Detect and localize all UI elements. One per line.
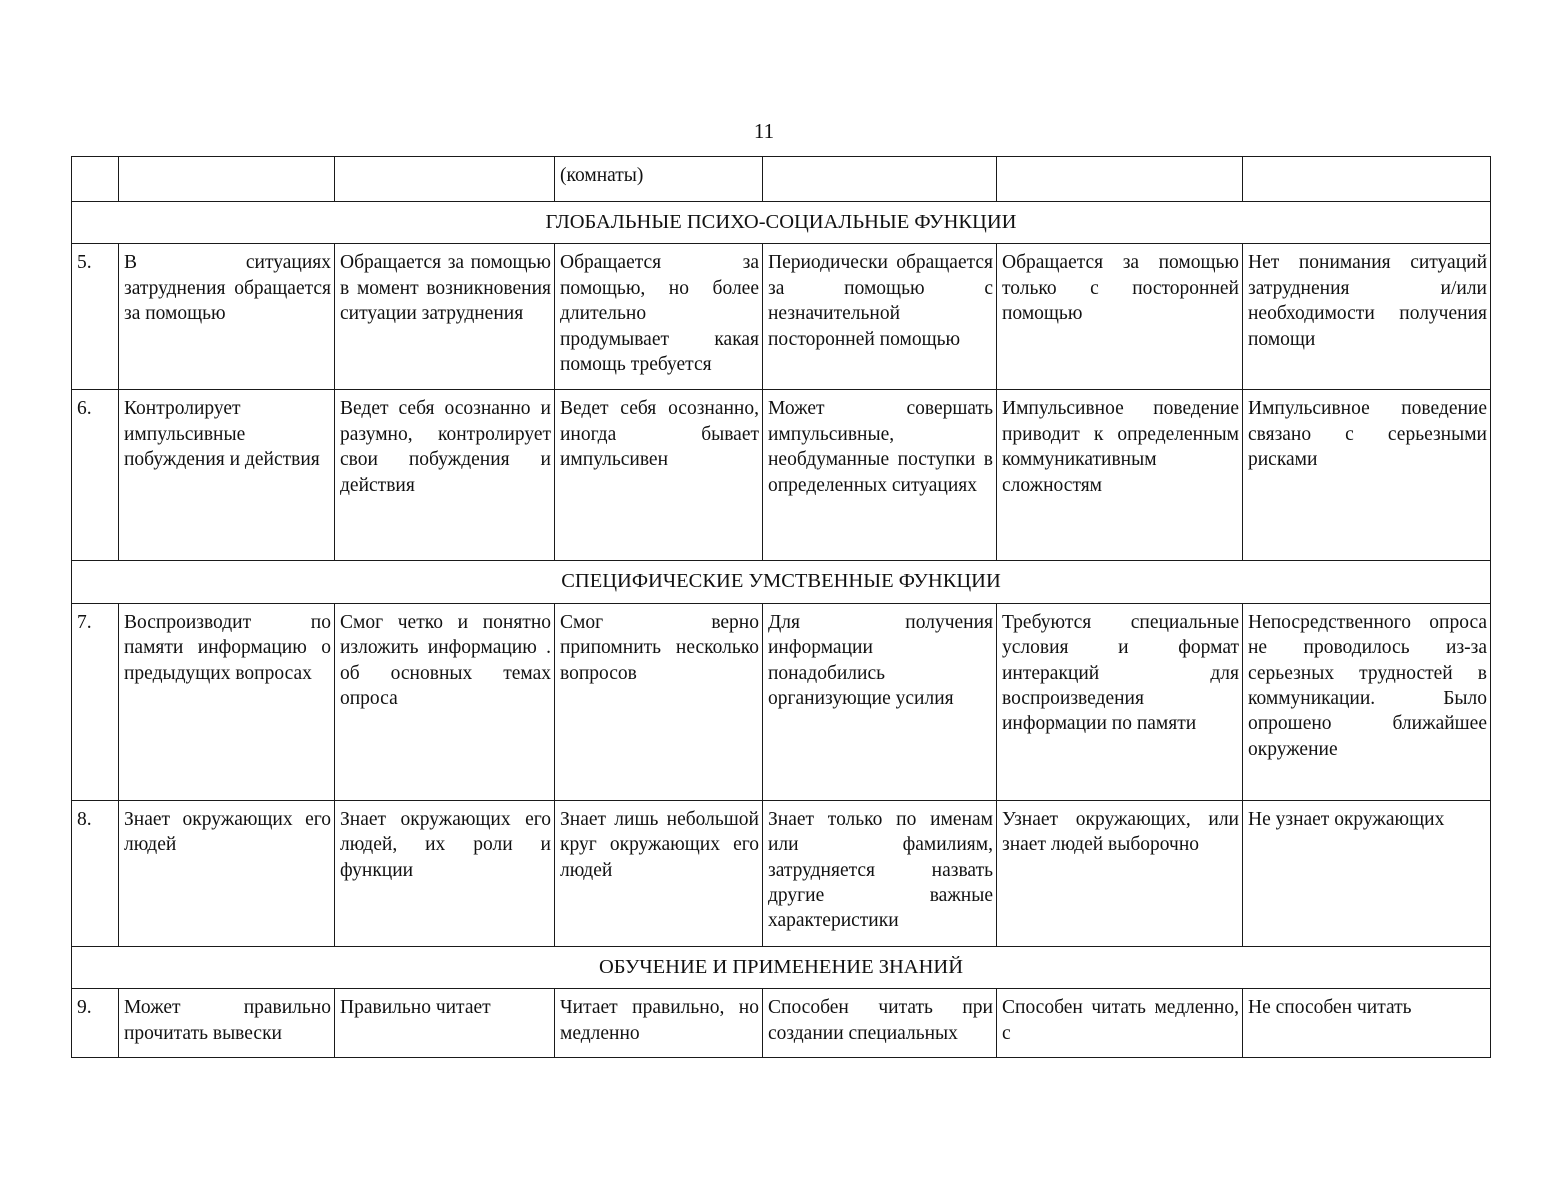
table-cell: Ведет себя осознанно, иногда бывает импульсивен — [555, 390, 763, 561]
table-cell: Способен читать при создании специальных — [763, 989, 997, 1058]
table-cell: Обращается за помощью в момент возникновения ситуации затруднения — [335, 244, 555, 390]
table-cell: Способен читать медленно, с — [997, 989, 1243, 1058]
table-cell: Требуются специальные условия и формат интеракций для воспроизведения информации по памяти — [997, 603, 1243, 800]
table-cell: Знает окружающих его людей — [119, 800, 335, 946]
table-cell: Нет понимания ситуаций затруднения и/или необходимости получения помощи — [1243, 244, 1491, 390]
table-cell: Читает правильно, но медленно — [555, 989, 763, 1058]
table-row — [72, 157, 1491, 202]
row-number: 7. — [72, 603, 119, 800]
table-cell: Контролирует импульсивные побуждения и действия — [119, 390, 335, 561]
table-cell: Может совершать импульсивные, необдуманные поступки в определенных ситуациях — [763, 390, 997, 561]
row-number: 5. — [72, 244, 119, 390]
table-cell: Смог верно припомнить несколько вопросов — [555, 603, 763, 800]
table-cell: Периодически обращается за помощью с незначительной посторонней помощью — [763, 244, 997, 390]
table-cell: Непосредственного опроса не проводилось из-за серьезных трудностей в коммуникации. Было опрошено ближайшее окружение — [1243, 603, 1491, 800]
table-row — [72, 800, 1491, 946]
row-number: 9. — [72, 989, 119, 1058]
section-header-row — [72, 202, 1491, 244]
table-row — [72, 244, 1491, 390]
table-cell — [119, 157, 335, 202]
row-number: 6. — [72, 390, 119, 561]
table-cell: Узнает окружающих, или знает людей выборочно — [997, 800, 1243, 946]
table-cell — [763, 157, 997, 202]
table-cell — [335, 157, 555, 202]
table-cell: Знает только по именам или фамилиям, затрудняется назвать другие важные характеристики — [763, 800, 997, 946]
table-cell: Знает окружающих его людей, их роли и функции — [335, 800, 555, 946]
table-cell: Знает лишь небольшой круг окружающих его людей — [555, 800, 763, 946]
table-cell: Воспроизводит по памяти информацию о предыдущих вопросах — [119, 603, 335, 800]
table-cell: Обращается за помощью, но более длительно продумывает какая помощь требуется — [555, 244, 763, 390]
table-cell: Для получения информации понадобились организующие усилия — [763, 603, 997, 800]
table-cell: Не способен читать — [1243, 989, 1491, 1058]
table-cell — [72, 157, 119, 202]
table-cell — [997, 157, 1243, 202]
row-number: 8. — [72, 800, 119, 946]
table-cell: Ведет себя осознанно и разумно, контролирует свои побуждения и действия — [335, 390, 555, 561]
table-cell: Обращается за помощью только с посторонней помощью — [997, 244, 1243, 390]
table-row — [72, 603, 1491, 800]
table-cell: Может правильно прочитать вывески — [119, 989, 335, 1058]
table-cell: Импульсивное поведение связано с серьезными рисками — [1243, 390, 1491, 561]
table-cell — [1243, 157, 1491, 202]
page-number: 11 — [753, 119, 775, 143]
table-cell: (комнаты) — [555, 157, 763, 202]
section-header-row — [72, 946, 1491, 988]
section-title: СПЕЦИФИЧЕСКИЕ УМСТВЕННЫЕ ФУНКЦИИ — [72, 561, 1491, 603]
section-title: ГЛОБАЛЬНЫЕ ПСИХО-СОЦИАЛЬНЫЕ ФУНКЦИИ — [72, 202, 1491, 244]
table-row — [72, 390, 1491, 561]
section-header-row — [72, 561, 1491, 603]
table-cell: Правильно читает — [335, 989, 555, 1058]
table-cell: В ситуациях затруднения обращается за помощью — [119, 244, 335, 390]
table-cell: Смог четко и понятно изложить информацию . об основных темах опроса — [335, 603, 555, 800]
section-title: ОБУЧЕНИЕ И ПРИМЕНЕНИЕ ЗНАНИЙ — [72, 946, 1491, 988]
table-row — [72, 989, 1491, 1058]
assessment-table — [71, 156, 1491, 1058]
table-cell: Импульсивное поведение приводит к определенным коммуникативным сложностям — [997, 390, 1243, 561]
table-cell: Не узнает окружающих — [1243, 800, 1491, 946]
